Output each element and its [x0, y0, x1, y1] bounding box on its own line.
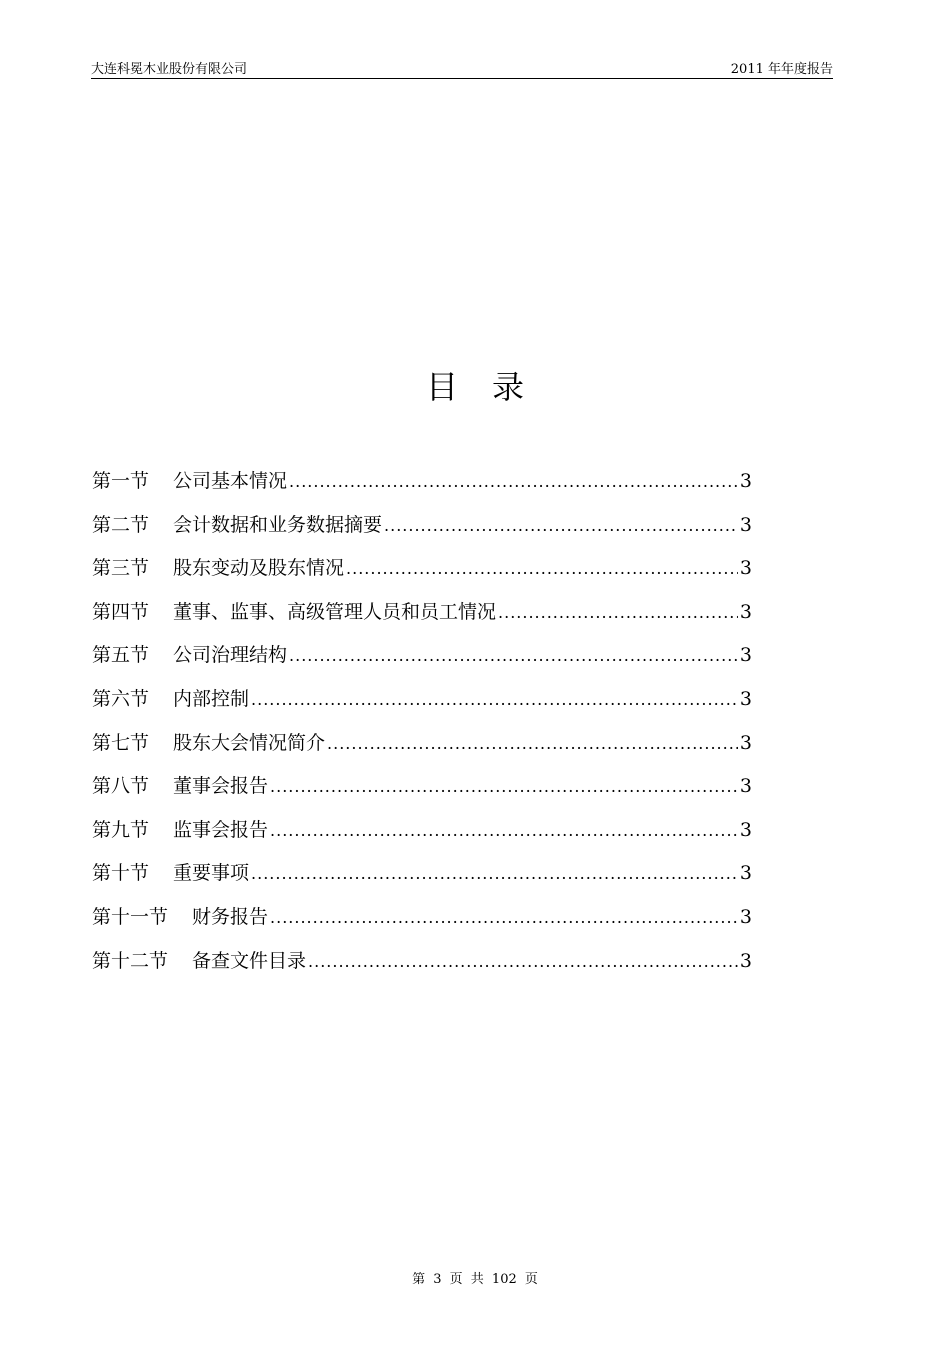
toc-leader — [346, 559, 738, 578]
toc-section-number: 第一节 — [92, 470, 150, 492]
toc-page-number: 3 — [739, 557, 752, 580]
report-name: 2011 年年度报告 — [730, 62, 833, 77]
toc-page-number: 3 — [739, 949, 752, 972]
toc-page-number: 3 — [739, 644, 752, 667]
toc-leader — [270, 908, 738, 927]
toc-page-number: 3 — [739, 818, 752, 841]
toc-section-number: 第十二节 — [92, 949, 169, 972]
page-title: 目录 — [425, 368, 558, 406]
toc-page-number: 3 — [739, 513, 752, 536]
toc-section-number: 第七节 — [92, 731, 150, 754]
toc-entry[interactable] — [92, 946, 752, 990]
toc-section-title: 股东变动及股东情况 — [173, 557, 345, 580]
toc-page-number: 3 — [739, 905, 752, 928]
toc-page-number: 3 — [739, 600, 752, 623]
toc-section-number: 第十节 — [92, 862, 150, 885]
toc-entry[interactable] — [92, 466, 752, 510]
toc-section-number: 第二节 — [92, 513, 150, 536]
toc-section-number: 第十一节 — [92, 905, 169, 928]
table-of-contents — [92, 466, 752, 989]
toc-section-title: 董事、监事、高级管理人员和员工情况 — [173, 600, 497, 623]
toc-page-number: 3 — [739, 775, 752, 798]
toc-section-title: 备查文件目录 — [192, 949, 307, 972]
toc-leader — [289, 472, 738, 491]
toc-leader — [251, 690, 738, 709]
toc-section-number: 第九节 — [92, 818, 150, 841]
toc-entry[interactable] — [92, 640, 752, 684]
toc-leader — [327, 734, 738, 753]
toc-leader — [251, 864, 738, 883]
toc-section-number: 第三节 — [92, 557, 150, 580]
toc-section-title: 公司基本情况 — [173, 470, 288, 492]
toc-section-title: 财务报告 — [192, 905, 269, 928]
toc-section-title: 会计数据和业务数据摘要 — [173, 513, 383, 536]
toc-leader — [384, 516, 738, 535]
toc-entry[interactable] — [92, 510, 752, 554]
toc-entry[interactable] — [92, 771, 752, 815]
toc-entry[interactable] — [92, 684, 752, 728]
page-footer: 第 3 页 共 102 页 — [412, 1272, 538, 1287]
toc-section-number: 第四节 — [92, 600, 150, 623]
company-name: 大连科冕木业股份有限公司 — [91, 62, 248, 77]
toc-page-number: 3 — [739, 731, 752, 754]
toc-page-number: 3 — [739, 470, 752, 492]
toc-leader — [270, 821, 738, 840]
toc-section-number: 第六节 — [92, 687, 150, 710]
toc-page-number: 3 — [739, 862, 752, 885]
toc-entry[interactable] — [92, 902, 752, 946]
toc-leader — [308, 952, 738, 971]
toc-section-title: 重要事项 — [173, 862, 250, 885]
toc-entry[interactable] — [92, 728, 752, 772]
toc-entry[interactable] — [92, 858, 752, 902]
toc-entry[interactable] — [92, 815, 752, 859]
toc-section-title: 公司治理结构 — [173, 644, 288, 667]
toc-entry[interactable] — [92, 553, 752, 597]
toc-section-title: 监事会报告 — [173, 818, 269, 841]
toc-section-title: 内部控制 — [173, 687, 250, 710]
toc-section-title: 股东大会情况简介 — [173, 731, 326, 754]
toc-section-number: 第八节 — [92, 775, 150, 798]
page-header — [91, 58, 833, 79]
toc-entry[interactable] — [92, 597, 752, 641]
toc-page-number: 3 — [739, 687, 752, 710]
toc-leader — [270, 777, 738, 796]
toc-section-number: 第五节 — [92, 644, 150, 667]
toc-leader — [289, 646, 738, 665]
toc-section-title: 董事会报告 — [173, 775, 269, 798]
toc-leader — [498, 603, 738, 622]
